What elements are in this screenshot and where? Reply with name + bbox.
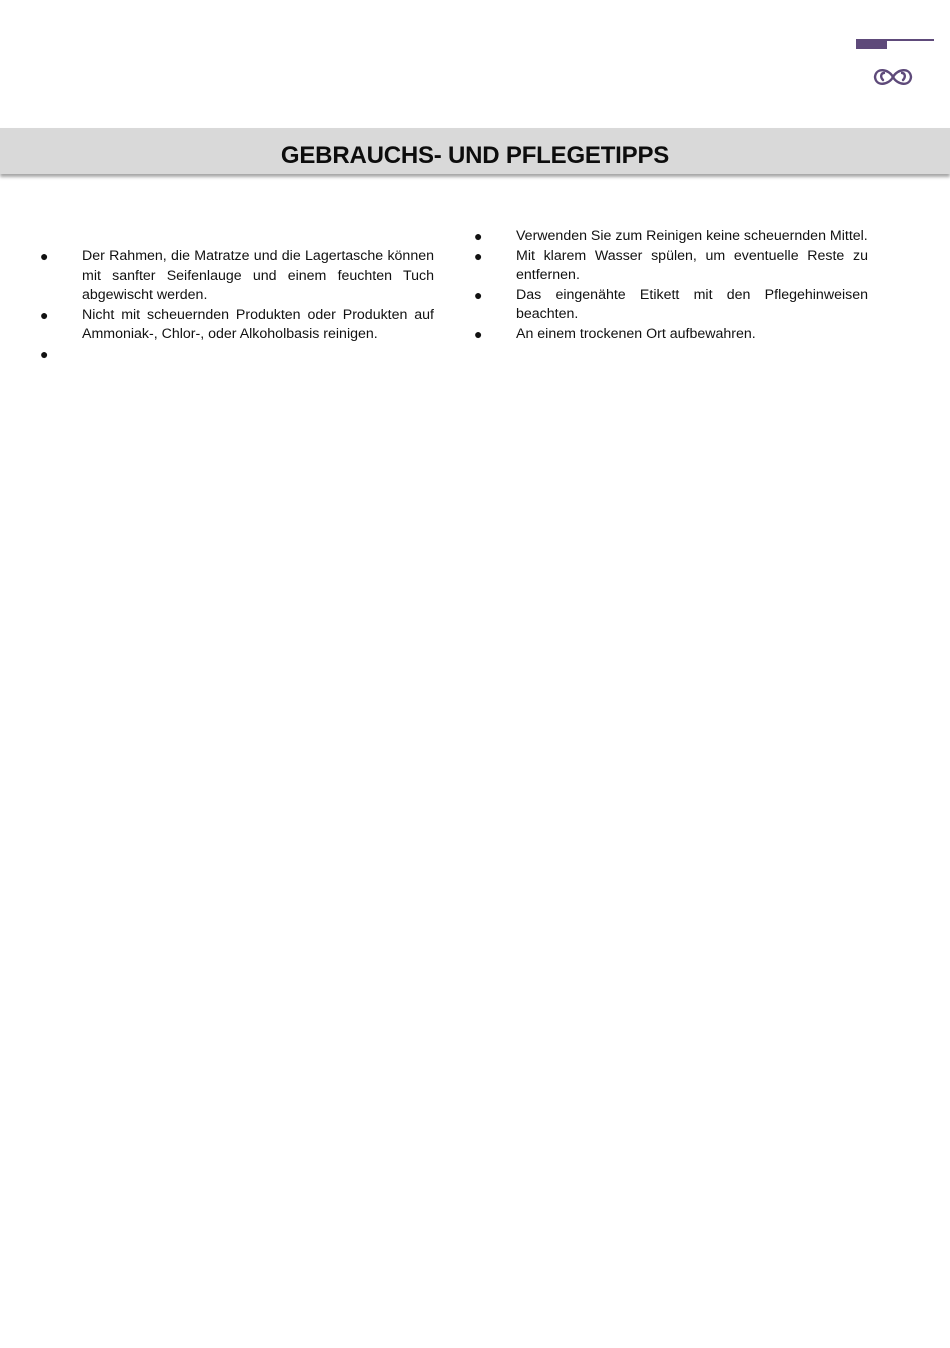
header-accent-block [856, 39, 887, 49]
list-item [36, 247, 434, 306]
list-item-text: An einem trockenen Ort aufbewahren. [516, 325, 756, 342]
care-tips-right-list [470, 227, 870, 345]
list-item [36, 345, 434, 365]
list-item-text: Nicht mit scheuernden Produkten oder Produkten auf Ammoniak-, Chlor-, oder Alkoholbasis reinigen. [82, 306, 434, 343]
list-item-text: Der Rahmen, die Matratze und die Lagertasche können mit sanfter Seifenlauge und einem feuchten Tuch abgewischt werden. [82, 248, 434, 304]
list-item [470, 325, 868, 345]
bullet-icon: ● [40, 248, 49, 264]
list-item-text: Mit klarem Wasser spülen, um eventuelle Reste zu entfernen. [516, 247, 868, 284]
page-title: GEBRAUCHS- UND PFLEGETIPPS [280, 142, 670, 169]
list-item [36, 306, 434, 345]
bullet-icon: ● [474, 325, 483, 342]
list-item [470, 286, 868, 325]
list-item [470, 227, 868, 247]
infinity-logo-icon [871, 62, 915, 92]
bullet-icon: ● [474, 228, 483, 244]
bullet-icon: ● [40, 345, 49, 362]
care-tips-left-list [36, 247, 436, 365]
list-item-text: Verwenden Sie zum Reinigen keine scheuernden Mittel. [516, 228, 868, 244]
bullet-icon: ● [40, 306, 49, 323]
bullet-icon: ● [474, 286, 483, 303]
list-item-text: Das eingenähte Etikett mit den Pflegehinweisen beachten. [516, 286, 868, 323]
bullet-icon: ● [474, 247, 483, 264]
title-bar [0, 128, 950, 174]
list-item [470, 247, 868, 286]
